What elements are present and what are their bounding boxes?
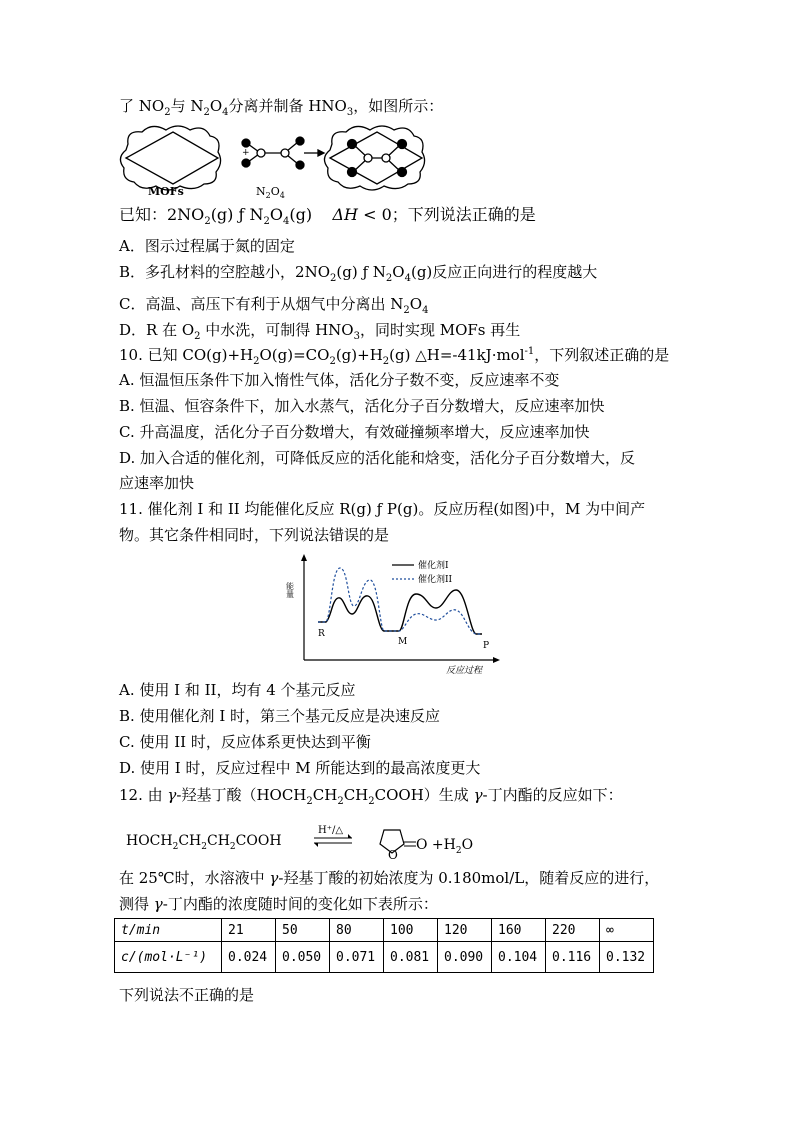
q10-option-d-line1: D. 加入合适的催化剂，可降低反应的活化能和焓变，活化分子百分数增大，反 [119,449,636,467]
q12-prompt: 下列说法不正确的是 [119,986,255,1004]
q9-option-c: C．高温、高压下有利于从烟气中分离出 $N_2O_4$ [119,295,429,316]
intro-line: 了 $NO_2$与 $N_2O_4$分离并制备 $HNO_3$，如图所示： [119,97,444,118]
q11-option-a: A. 使用 I 和 II，均有 4 个基元反应 [119,681,356,699]
table-row-time: t/min 21 50 80 100 120 160 220 ∞ [115,919,654,942]
svg-text:O: O [388,848,398,860]
q9-option-b: B．多孔材料的空腔越小，$2NO_2(g)$ ƒ $N_2O_4(g)$反应正向进行的程度越大 [119,263,598,284]
q10-option-b: B. 恒温、恒容条件下，加入水蒸气，活化分子百分数增大，反应速率加快 [119,397,605,415]
q9-option-a: A．图示过程属于氮的固定 [119,237,295,255]
q12-paragraph-1: 在 25℃时，水溶液中 γ-羟基丁酸的初始浓度为 0.180mol/L，随着反应的进行， [119,869,660,887]
point-p: P [483,641,490,651]
table-row-concentration: c/(mol·L⁻¹) 0.024 0.050 0.071 0.081 0.090 0.104 0.116 0.132 [115,942,654,973]
lactone-equation [126,818,506,860]
legend-cat2: 催化剂II [418,575,453,585]
mofs-label: MOFs [148,185,184,198]
energy-profile-chart [286,552,502,676]
curve-catalyst-1 [318,590,482,634]
reaction-condition: H⁺/△ [318,825,344,836]
q10-option-a: A. 恒温恒压条件下加入惰性气体，活化分子数不变，反应速率不变 [119,371,560,389]
svg-text:HOCH2CH2CH2COOH: $HOCH_2CH_2CH_2COOH$ [126,833,282,852]
table-header-time: t/min [115,919,222,942]
x-axis-label: 反应过程 [446,666,483,676]
q11-option-c: C. 使用 II 时，反应体系更快达到平衡 [119,733,371,751]
q11-stem-line1: 11. 催化剂 I 和 II 均能催化反应 R(g) ƒ P(g)。反应历程(如图)中，M 为中间产 [119,500,646,518]
svg-text:+: + [242,148,250,158]
point-m: M [398,637,408,647]
y-axis-label: 能量 [286,582,295,598]
concentration-table [114,918,654,973]
mofs-cloud-left [120,126,220,190]
legend-cat1: 催化剂I [418,561,449,571]
q10-option-c: C. 升高温度，活化分子百分数增大，有效碰撞频率增大，反应速率加快 [119,423,590,441]
n2o4-label: $N_2O_4$ [256,185,285,200]
q12-stem: 12. 由 γ-羟基丁酸$(HOCH_2CH_2CH_2COOH)$生成 γ-丁内酯的反应如下： [119,786,623,807]
svg-text:O +H2O: $O +H_2O$ [416,837,474,856]
q11-stem-line2: 物。其它条件相同时，下列说法错误的是 [119,526,390,544]
known-line: 已知：$2NO_2(g)$ ƒ $N_2O_4(g)$ ΔH < 0；下列说法正确的是 [119,205,536,228]
q12-paragraph-2: 测得 γ-丁内酯的浓度随时间的变化如下表所示： [119,895,438,913]
q10-stem: 10. 已知 $CO(g)+H_2O(g)=CO_2(g)+H_2(g)$ △H=-41kJ·mol$^{-1}$，下列叙述正确的是 [119,346,670,367]
mofs-figure [118,122,438,200]
q11-option-d: D. 使用 I 时，反应过程中 M 所能达到的最高浓度更大 [119,759,481,777]
q10-option-d-line2: 应速率加快 [119,474,195,492]
point-r: R [318,629,325,639]
table-header-conc: c/(mol·L⁻¹) [115,942,222,973]
n2o4-molecule [242,137,324,169]
q11-option-b: B. 使用催化剂 I 时，第三个基元反应是决速反应 [119,707,441,725]
mofs-cloud-right [324,126,424,190]
q9-option-d: D．R 在 $O_2$ 中水洗，可制得 $HNO_3$，同时实现 MOFs 再生 [119,321,521,342]
